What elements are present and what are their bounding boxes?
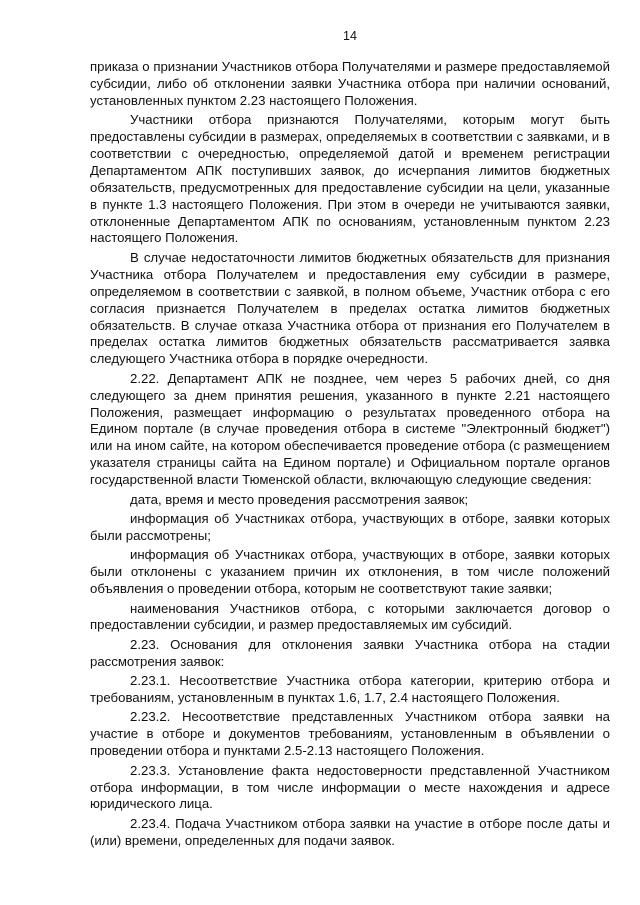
page-number: 14	[343, 29, 357, 43]
paragraph-2-23-4: 2.23.4. Подача Участником отбора заявки на участие в отборе после даты и (или) времени, определенных для подачи заявок.	[90, 815, 610, 848]
paragraph-2-23: 2.23. Основания для отклонения заявки Участника отбора на стадии рассмотрения заявок:	[90, 636, 610, 669]
list-item-date-time-place: дата, время и место проведения рассмотрения заявок;	[130, 491, 469, 507]
paragraph-2-23-3: 2.23.3. Установление факта недостоверности представленной Участником отбора информации, в том числе информации о месте нахождения и адресе юридического лица.	[90, 762, 610, 812]
paragraph-2-23-1: 2.23.1. Несоответствие Участника отбора категории, критерию отбора и требованиям, установленным в пунктах 1.6, 1.7, 2.4 настоящего Положения.	[90, 673, 610, 706]
list-item-rejected-applications: информация об Участниках отбора, участвующих в отборе, заявки которых были отклонены с указанием причин их отклонения, в том числе положений объявления о проведении отбора, которым не соответствуют такие заявки;	[90, 547, 610, 597]
paragraph-2-23-2: 2.23.2. Несоответствие представленных Участником отбора заявки на участие в отборе и документов требованиям, установленным в объявлении о проведении отбора и пунктами 2.5-2.13 настоящего Положения.	[90, 709, 610, 759]
paragraph-participants-recognition: Участники отбора признаются Получателями, которым могут быть предоставлены субсидии в размерах, определяемых в соответствии с заявками, и в соответствии с очередностью, определяемой датой и временем регистрации Департаментом АПК поступивших заявок, до исчерпания лимитов бюджетных обязательств, предусмотренных для предоставление субсидии на цели, указанные в пункте 1.3 настоящего Положения. При этом в очереди не учитываются заявки, отклоненные Департаментом АПК по основаниям, установленным пунктом 2.23 настоящего Положения.	[90, 112, 610, 246]
list-item-recipients: наименования Участников отбора, с которыми заключается договор о предоставлении субсидии, и размер предоставляемых им субсидий.	[90, 600, 610, 633]
paragraph-2-22: 2.22. Департамент АПК не позднее, чем через 5 рабочих дней, со дня следующего за днем принятия решения, указанного в пункте 2.21 настоящего Положения, размещает информацию о результатах проведенного отбора на Едином портале (в случае проведения отбора в системе "Электронный бюджет") или на ином сайте, на котором обеспечивается проведение отбора (с размещением указателя страницы сайта на Едином портале) и Официальном портале органов государственной власти Тюменской области, включающую следующие сведения:	[90, 370, 610, 488]
document-page	[90, 28, 610, 852]
list-item-reviewed-applications: информация об Участниках отбора, участвующих в отборе, заявки которых были рассмотрены;	[90, 510, 610, 543]
paragraph-continuation: приказа о признании Участников отбора Получателями и размере предоставляемой субсидии, либо об отклонении заявки Участника отбора при наличии оснований, установленных пунктом 2.23 настоящего Положения.	[90, 58, 610, 108]
paragraph-insufficient-limits: В случае недостаточности лимитов бюджетных обязательств для признания Участника отбора Получателем и предоставления ему субсидии в размере, определяемом в соответствии с заявкой, в полном объеме, Участник отбора с его согласия признается Получателем в пределах остатка лимитов бюджетных обязательств. В случае отказа Участника отбора от признания его Получателем в пределах остатка лимитов бюджетных обязательств рассматривается заявка следующего Участника отбора в порядке очередности.	[90, 249, 610, 367]
